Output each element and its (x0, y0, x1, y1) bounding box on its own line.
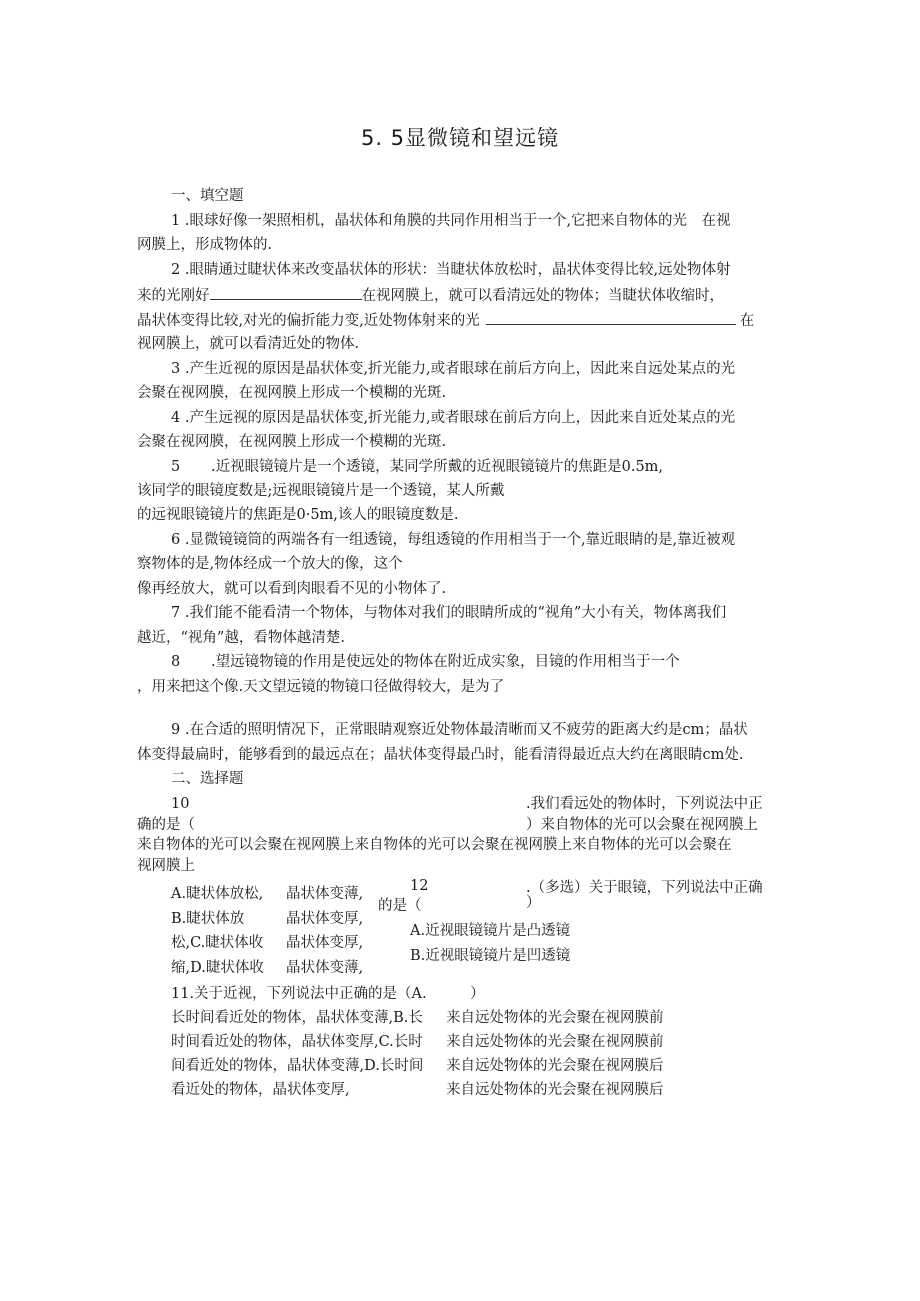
q11-right-line: 来自远处物体的光会聚在视网膜后 (446, 1082, 664, 1098)
q11-right-line: 来自远处物体的光会聚在视网膜前 (446, 1034, 664, 1050)
q10-line2-b: ）来自物体的光可以会聚在视网膜上 (526, 817, 758, 833)
q11-left-line: 看近处的物体，晶状体变厚, (171, 1082, 350, 1098)
q10-option-tail: 晶状体变薄, (286, 960, 364, 976)
q7-line1: 7 .我们能不能看清一个物体，与物体对我们的眼睛所成的“视角”大小有关，物体离我们 (171, 605, 727, 621)
q8-line1: .望远镜物镜的作用是使远处的物体在附近成实象，目镜的作用相当于一个 (211, 654, 680, 670)
q8-line2: ，用来把这个像.天文望远镜的物镜口径做得较大，是为了 (137, 679, 505, 695)
q12-line2-a: 的是（ (378, 898, 422, 914)
q12-number: 12 (410, 878, 429, 894)
q6-line1: 6 .显微镜镜筒的两端各有一组透镜，每组透镜的作用相当于一个,靠近眼睛的是,靠近被观 (171, 532, 736, 548)
q3-line1: 3 .产生近视的原因是晶状体变,折光能力,或者眼球在前后方向上，因此来自远处某点的光 (171, 361, 736, 377)
q8-number: 8 (171, 654, 181, 670)
q10-option-tail: 晶状体变厚, (286, 911, 364, 927)
q10-option: 缩,D.睫状体收 (171, 960, 264, 976)
q10-option: A.睫状体放松, (171, 886, 264, 902)
q11-head: 11.关于近视，下列说法中正确的是（A. ） (171, 986, 485, 1002)
q10-number: 10 (171, 796, 190, 812)
q6-line3: 像再经放大，就可以看到肉眼看不见的小物体了. (137, 581, 447, 597)
q10-line4: 视网膜上 (137, 858, 195, 874)
q4-line1: 4 .产生远视的原因是晶状体变,折光能力,或者眼球在前后方向上，因此来自近处某点的光 (171, 410, 736, 426)
q12-option-b: B.近视眼镜镜片是凹透镜 (410, 948, 571, 964)
answer-blank (486, 310, 736, 325)
q11-left-line: 长时间看近处的物体，晶状体变薄,B.长 (171, 1010, 423, 1026)
answer-blank (210, 285, 362, 300)
q12-line1: .（多选）关于眼镜，下列说法中正确 (526, 880, 763, 896)
q10-line3: 来自物体的光可以会聚在视网膜上来自物体的光可以会聚在视网膜上来自物体的光可以会聚在 (137, 837, 732, 853)
q4-line2: 会聚在视网膜，在视网膜上形成一个模糊的光斑. (137, 434, 447, 450)
q5-line3: 的远视眼镜镜片的焦距是0·5m,该人的眼镜度数是. (137, 507, 459, 523)
q5-line1: .近视眼镜镜片是一个透镜，某同学所戴的近视眼镜镜片的焦距是0.5m, (211, 459, 664, 475)
q2-line2-a: 来的光刚好 (137, 288, 210, 304)
q9-line1: 9 .在合适的照明情况下，正常眼睛观察近处物体最清晰而又不疲劳的距离大约是cm；晶状 (171, 722, 748, 738)
q11-left-line: 间看近处的物体，晶状体变薄,D.长时间 (171, 1058, 424, 1074)
q1-line1: 1 .眼球好像一架照相机，晶状体和角膜的共同作用相当于一个,它把来自物体的光 在视 (171, 213, 731, 229)
q10-option-tail: 晶状体变厚, (286, 935, 364, 951)
q10-line1: .我们看远处的物体时，下列说法中正 (526, 796, 763, 812)
q2-line3-a: 晶状体变得比较,对光的偏折能力变,近处物体射来的光 (137, 313, 480, 329)
q2-line3 (137, 310, 754, 331)
q7-line2: 越近，“视角”越，看物体越清楚. (137, 630, 345, 646)
q10-line2-a: 确的是（ (137, 817, 195, 833)
q11-right-line: 来自远处物体的光会聚在视网膜前 (446, 1010, 664, 1026)
q5-number: 5 (171, 459, 181, 475)
q2-line3-b: 在 (739, 313, 755, 329)
q11-left-line: 时间看近处的物体，晶状体变厚,C.长时 (171, 1034, 423, 1050)
q3-line2: 会聚在视网膜，在视网膜上形成一个模糊的光斑. (137, 385, 447, 401)
q10-option: 松,C.睫状体收 (171, 935, 264, 951)
section-heading-choice: 二、选择题 (171, 771, 244, 787)
q12-line2-b: ） (526, 895, 541, 911)
q5-line2: 该同学的眼镜度数是;远视眼镜镜片是一个透镜，某人所戴 (137, 483, 505, 499)
section-heading-fill: 一、填空题 (171, 188, 244, 204)
q12-option-a: A.近视眼镜镜片是凸透镜 (410, 923, 571, 939)
q2-line4: 视网膜上，就可以看清近处的物体. (137, 336, 360, 352)
q2-line1: 2 .眼睛通过睫状体来改变晶状体的形状：当睫状体放松时，晶状体变得比较,远处物体射 (171, 262, 731, 278)
q6-line2: 察物体的是,物体经成一个放大的像，这个 (137, 556, 403, 572)
q9-line2: 体变得最扁时，能够看到的最远点在；晶状体变得最凸时，能看清得最近点大约在离眼睛cm处. (137, 747, 744, 763)
q10-option-tail: 晶状体变薄, (286, 886, 364, 902)
q10-option: B.睫状体放 (171, 911, 245, 927)
q2-line2-b: 在视网膜上，就可以看清远处的物体；当睫状体收缩时， (361, 288, 724, 304)
q11-right-line: 来自远处物体的光会聚在视网膜后 (446, 1058, 664, 1074)
q2-line2 (137, 285, 724, 306)
q1-line2: 网膜上，形成物体的. (137, 237, 273, 253)
page-title: 5. 5显微镜和望远镜 (360, 126, 560, 150)
